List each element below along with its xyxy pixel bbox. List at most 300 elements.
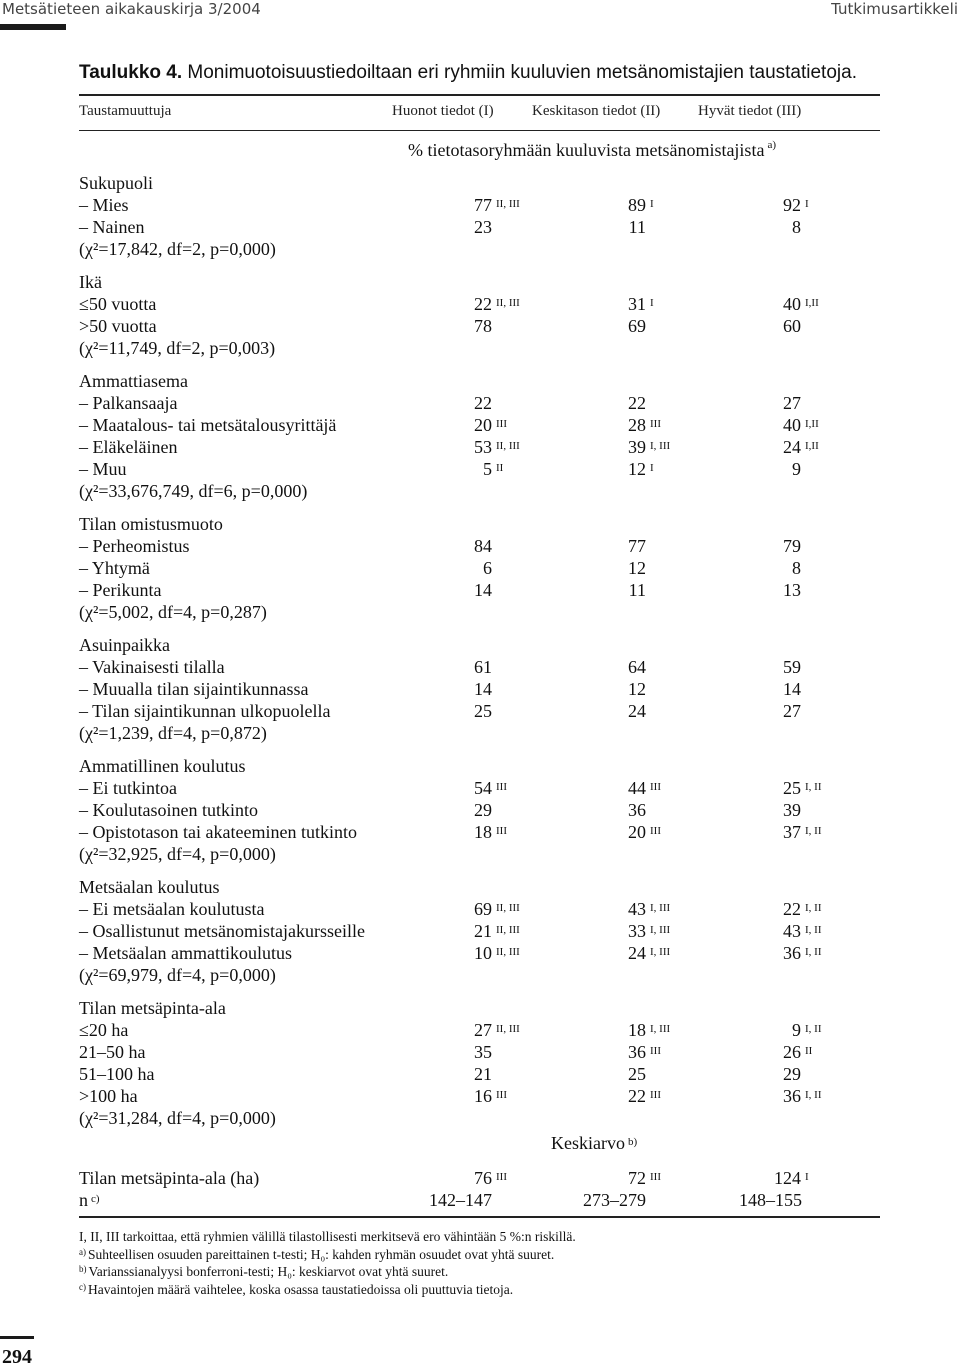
significance-mark: I — [650, 297, 654, 309]
cell-significance — [492, 799, 530, 821]
table-row — [79, 656, 880, 678]
value-cell — [419, 293, 530, 315]
significance-mark: I,II — [805, 440, 819, 452]
value-cell — [579, 535, 684, 557]
value-cell — [739, 458, 839, 480]
row-label — [79, 392, 177, 414]
cell-value: 14 — [474, 679, 492, 699]
row-label-text: (χ²=32,925, df=4, p=0,000) — [79, 844, 276, 864]
row-label-text: – Tilan sijaintikunnan ulkopuolella — [79, 701, 331, 721]
value-cell — [739, 1041, 839, 1063]
row-label-text: (χ²=5,002, df=4, p=0,287) — [79, 602, 267, 622]
table-row — [79, 942, 880, 964]
table-row — [79, 315, 880, 337]
note-line — [79, 1246, 576, 1264]
mean-header — [551, 1132, 637, 1154]
cell-value: 12 — [628, 558, 646, 578]
cell-significance — [801, 656, 839, 678]
table-row — [79, 623, 880, 656]
cell-significance — [646, 656, 684, 678]
cell-significance — [492, 1019, 530, 1041]
row-label — [79, 271, 102, 293]
cell-significance — [646, 458, 684, 480]
row-label — [79, 964, 276, 986]
value-cell — [579, 1167, 684, 1189]
significance-mark: I, III — [650, 946, 671, 958]
cell-value: 12 — [628, 459, 646, 479]
table-row — [79, 260, 880, 293]
significance-mark: III — [650, 825, 661, 837]
row-label — [79, 920, 365, 942]
cell-significance — [492, 1085, 530, 1107]
table-row — [79, 1189, 880, 1211]
row-label-text: Ikä — [79, 272, 102, 292]
cell-significance — [492, 1041, 530, 1063]
cell-value: 40 — [783, 294, 801, 314]
cell-significance — [646, 942, 684, 964]
table-row — [79, 601, 880, 623]
page-bar — [0, 1336, 34, 1339]
row-label — [79, 172, 153, 194]
cell-value: 78 — [474, 316, 492, 336]
cell-significance — [646, 1167, 684, 1189]
cell-significance — [492, 535, 530, 557]
value-cell — [419, 579, 530, 601]
cell-significance — [801, 1063, 839, 1085]
cell-value: 44 — [628, 778, 646, 798]
value-cell — [419, 557, 530, 579]
significance-mark: III — [496, 1089, 507, 1101]
significance-mark: III — [650, 1089, 661, 1101]
significance-mark: I, II — [805, 825, 822, 837]
cell-value: 21 — [474, 1064, 492, 1084]
table-row — [79, 238, 880, 260]
significance-mark: I — [805, 1171, 809, 1183]
value-cell — [579, 436, 684, 458]
table-row — [79, 502, 880, 535]
cell-significance — [646, 436, 684, 458]
row-label — [79, 293, 156, 315]
significance-mark: I, III — [650, 924, 671, 936]
value-cell — [579, 458, 684, 480]
row-label — [79, 898, 264, 920]
significance-mark: I,II — [805, 418, 819, 430]
note-line — [79, 1228, 576, 1246]
table-row — [79, 337, 880, 359]
significance-mark: I, II — [805, 946, 822, 958]
significance-mark: I, III — [650, 1023, 671, 1035]
table-row — [79, 1019, 880, 1041]
value-cell — [579, 579, 684, 601]
table-row — [79, 678, 880, 700]
row-label-text: (χ²=17,842, df=2, p=0,000) — [79, 239, 276, 259]
cell-value: 64 — [628, 657, 646, 677]
row-label — [79, 1063, 155, 1085]
cell-value: 69 — [628, 316, 646, 336]
cell-value: 35 — [474, 1042, 492, 1062]
value-cell — [739, 777, 839, 799]
running-header — [0, 0, 960, 24]
cell-significance — [801, 678, 839, 700]
row-label-text: – Yhtymä — [79, 558, 150, 578]
value-cell — [419, 799, 530, 821]
cell-value: 20 — [628, 822, 646, 842]
row-label-text: Tilan metsäpinta-ala — [79, 998, 226, 1018]
significance-mark: I, II — [805, 1089, 822, 1101]
value-cell — [739, 1063, 839, 1085]
table-row — [79, 392, 880, 414]
value-cell — [419, 458, 530, 480]
cell-significance — [801, 436, 839, 458]
value-cell — [739, 1167, 839, 1189]
cell-significance — [646, 821, 684, 843]
cell-value: 24 — [628, 943, 646, 963]
row-label-text: – Metsäalan ammattikoulutus — [79, 943, 292, 963]
value-cell — [419, 535, 530, 557]
cell-significance — [801, 579, 839, 601]
table-row — [79, 458, 880, 480]
significance-mark: II, III — [496, 902, 520, 914]
cell-value: 43 — [628, 899, 646, 919]
cell-value: 12 — [628, 679, 646, 699]
row-label — [79, 777, 177, 799]
table-row — [79, 414, 880, 436]
significance-mark: III — [650, 1045, 661, 1057]
value-cell — [579, 700, 684, 722]
row-label-text: Metsäalan koulutus — [79, 877, 220, 897]
cell-value: 72 — [628, 1168, 646, 1188]
cell-significance — [646, 1041, 684, 1063]
value-cell — [739, 942, 839, 964]
table-row — [79, 1107, 880, 1129]
value-cell — [579, 1189, 684, 1211]
value-cell — [739, 216, 839, 238]
cell-significance — [801, 898, 839, 920]
cell-significance — [801, 777, 839, 799]
cell-value: 11 — [628, 580, 646, 600]
row-label — [79, 535, 190, 557]
top-rule — [79, 94, 880, 96]
caption-text: Monimuotoisuustiedoiltaan eri ryhmiin kuuluvien metsänomistajien taustatietoja. — [182, 62, 857, 83]
value-cell — [579, 777, 684, 799]
cell-significance — [492, 942, 530, 964]
cell-value: 84 — [474, 536, 492, 556]
cell-value: 31 — [628, 294, 646, 314]
note-text: Varianssianalyysi bonferroni-testi; H₀: keskiarvot ovat yhtä suuret. — [88, 1264, 449, 1279]
cell-value: 43 — [783, 921, 801, 941]
cell-value: 33 — [628, 921, 646, 941]
cell-significance — [801, 1167, 839, 1189]
cell-significance — [492, 579, 530, 601]
row-label-text: >100 ha — [79, 1086, 138, 1106]
significance-mark: III — [496, 418, 507, 430]
value-cell — [419, 1063, 530, 1085]
value-cell — [739, 557, 839, 579]
table-row — [79, 799, 880, 821]
value-cell — [579, 898, 684, 920]
significance-mark: II, III — [496, 1023, 520, 1035]
cell-value: 142–147 — [429, 1190, 492, 1210]
cell-value: 22 — [628, 1086, 646, 1106]
cell-significance — [492, 458, 530, 480]
cell-value: 25 — [474, 701, 492, 721]
cell-significance — [492, 414, 530, 436]
significance-mark: I, II — [805, 924, 822, 936]
significance-mark: II — [496, 462, 504, 474]
cell-value: 9 — [792, 459, 801, 479]
value-cell — [419, 1085, 530, 1107]
cell-significance — [646, 1189, 684, 1211]
column-header-medium: Keskitason tiedot (II) — [532, 103, 661, 119]
header-rule — [79, 130, 880, 131]
table-row — [79, 843, 880, 865]
cell-value: 24 — [628, 701, 646, 721]
significance-mark: III — [650, 1171, 661, 1183]
cell-significance — [801, 392, 839, 414]
row-label-text: – Perheomistus — [79, 536, 190, 556]
row-label-text: 51–100 ha — [79, 1064, 155, 1084]
significance-mark: III — [650, 418, 661, 430]
cell-value: 11 — [628, 217, 646, 237]
table-row — [79, 777, 880, 799]
mean-section — [79, 1132, 880, 1210]
row-label — [79, 337, 275, 359]
significance-mark: II, III — [496, 440, 520, 452]
value-cell — [739, 1019, 839, 1041]
cell-value: 29 — [474, 800, 492, 820]
row-label-text: – Opistotason tai akateeminen tutkinto — [79, 822, 357, 842]
cell-significance — [646, 1019, 684, 1041]
cell-value: 92 — [783, 195, 801, 215]
value-cell — [419, 942, 530, 964]
row-label — [79, 370, 188, 392]
row-label-text: ≤20 ha — [79, 1020, 129, 1040]
value-cell — [419, 1019, 530, 1041]
row-label-text: – Koulutasoinen tutkinto — [79, 800, 258, 820]
cell-significance — [492, 392, 530, 414]
cell-value: 59 — [783, 657, 801, 677]
cell-value: 8 — [792, 558, 801, 578]
table-row — [79, 821, 880, 843]
cell-value: 20 — [474, 415, 492, 435]
cell-significance — [801, 535, 839, 557]
row-label-text: Sukupuoli — [79, 173, 154, 193]
cell-value: 5 — [483, 459, 492, 479]
cell-value: 28 — [628, 415, 646, 435]
row-label-text: (χ²=1,239, df=4, p=0,872) — [79, 723, 267, 743]
note-mark: c) — [79, 1281, 86, 1292]
cell-significance — [492, 557, 530, 579]
cell-significance — [492, 821, 530, 843]
cell-significance — [802, 1189, 840, 1211]
cell-value: 148–155 — [739, 1190, 802, 1210]
significance-mark: I, III — [650, 440, 671, 452]
table-row — [79, 359, 880, 392]
row-label — [79, 700, 331, 722]
value-cell — [579, 942, 684, 964]
significance-mark: I, III — [650, 902, 671, 914]
column-header-poor: Huonot tiedot (I) — [392, 103, 494, 119]
cell-significance — [646, 293, 684, 315]
cell-value: 27 — [783, 701, 801, 721]
value-cell — [579, 920, 684, 942]
value-cell — [579, 1085, 684, 1107]
row-label — [79, 722, 267, 744]
value-cell — [579, 414, 684, 436]
row-label — [79, 821, 357, 843]
table-row — [79, 1063, 880, 1085]
row-label-text: Ammattiasema — [79, 371, 188, 391]
row-label — [79, 634, 170, 656]
cell-significance — [646, 678, 684, 700]
row-label-text: – Maatalous- tai metsätalousyrittäjä — [79, 415, 337, 435]
value-cell — [419, 700, 530, 722]
cell-significance — [801, 458, 839, 480]
note-text: Havaintojen määrä vaihtelee, koska osassa taustatiedoissa oli puuttuvia tietoja. — [88, 1281, 514, 1297]
value-cell — [579, 799, 684, 821]
cell-significance — [801, 293, 839, 315]
cell-significance — [492, 898, 530, 920]
cell-significance — [646, 1085, 684, 1107]
table-row — [79, 865, 880, 898]
cell-significance — [801, 799, 839, 821]
row-label-text: – Osallistunut metsänomistajakursseille — [79, 921, 365, 941]
row-label-text: – Eläkeläinen — [79, 437, 178, 457]
cell-value: 22 — [474, 393, 492, 413]
row-label — [79, 1085, 138, 1107]
cell-significance — [492, 194, 530, 216]
row-label-text: – Ei tutkintoa — [79, 778, 177, 798]
cell-significance — [646, 700, 684, 722]
table-row — [79, 436, 880, 458]
cell-value: 37 — [783, 822, 801, 842]
row-label-text: Asuinpaikka — [79, 635, 170, 655]
value-cell — [419, 1189, 530, 1211]
significance-mark: III — [496, 1171, 507, 1183]
row-label — [79, 216, 144, 238]
cell-significance — [801, 414, 839, 436]
cell-value: 60 — [783, 316, 801, 336]
cell-value: 54 — [474, 778, 492, 798]
cell-value: 77 — [474, 195, 492, 215]
table-row — [79, 293, 880, 315]
cell-value: 69 — [474, 899, 492, 919]
value-cell — [579, 392, 684, 414]
cell-significance — [492, 920, 530, 942]
table-row — [79, 216, 880, 238]
cell-value: 29 — [783, 1064, 801, 1084]
significance-mark: III — [496, 825, 507, 837]
row-label-text: – Ei metsäalan koulutusta — [79, 899, 265, 919]
section-label: Tutkimusartikkeli — [831, 0, 958, 18]
row-label-text: (χ²=11,749, df=2, p=0,003) — [79, 338, 276, 358]
cell-value: 79 — [783, 536, 801, 556]
table-row — [79, 700, 880, 722]
significance-mark: II, III — [496, 924, 520, 936]
cell-significance — [492, 216, 530, 238]
table-row — [79, 480, 880, 502]
cell-significance — [801, 920, 839, 942]
table-row — [79, 557, 880, 579]
value-cell — [419, 392, 530, 414]
cell-significance — [646, 1063, 684, 1085]
value-cell — [579, 293, 684, 315]
cell-value: 6 — [483, 558, 492, 578]
note-text: Suhteellisen osuuden pareittainen t-testi; H₀: kahden ryhmän osuudet ovat yhtä suuret. — [88, 1246, 555, 1262]
cell-value: 27 — [783, 393, 801, 413]
row-label-text: Ammatillinen koulutus — [79, 756, 246, 776]
table-row — [79, 986, 880, 1019]
row-label-text: – Muualla tilan sijaintikunnassa — [79, 679, 309, 699]
row-label — [79, 755, 246, 777]
significance-mark: II, III — [496, 297, 520, 309]
significance-mark: II, III — [496, 198, 520, 210]
cell-significance — [801, 1019, 839, 1041]
cell-value: 21 — [474, 921, 492, 941]
cell-significance — [492, 777, 530, 799]
row-label — [79, 601, 267, 623]
cell-significance — [646, 799, 684, 821]
cell-value: 25 — [783, 778, 801, 798]
cell-value: 77 — [628, 536, 646, 556]
note-text: I, II, III tarkoittaa, että ryhmien välillä tilastollisesti merkitsevä ero vähintään 5 %:n riskillä. — [79, 1229, 576, 1244]
percent-subheader — [408, 140, 776, 161]
cell-value: 27 — [474, 1020, 492, 1040]
note-line — [79, 1281, 576, 1299]
subheader-text: % tietotasoryhmään kuuluvista metsänomistajista — [408, 140, 765, 160]
cell-significance — [492, 293, 530, 315]
cell-value: 9 — [792, 1020, 801, 1040]
cell-value: 25 — [628, 1064, 646, 1084]
cell-value: 61 — [474, 657, 492, 677]
cell-significance — [646, 777, 684, 799]
cell-significance — [801, 194, 839, 216]
subheader-note: a) — [767, 139, 776, 151]
row-label — [79, 480, 307, 502]
cell-significance — [492, 315, 530, 337]
header-bar — [0, 24, 66, 30]
value-cell — [579, 1041, 684, 1063]
row-label-text: – Muu — [79, 459, 127, 479]
mean-rows — [79, 1167, 880, 1211]
page-number: 294 — [2, 1346, 32, 1368]
table-row — [79, 722, 880, 744]
cell-value: 26 — [783, 1042, 801, 1062]
table-row — [79, 535, 880, 557]
table-row — [79, 920, 880, 942]
significance-mark: I, II — [805, 781, 822, 793]
row-label — [79, 557, 150, 579]
value-cell — [419, 920, 530, 942]
significance-mark: I — [805, 198, 809, 210]
value-cell — [739, 1085, 839, 1107]
cell-significance — [492, 1063, 530, 1085]
cell-significance — [646, 579, 684, 601]
row-label — [79, 194, 129, 216]
table-row — [79, 172, 880, 194]
cell-significance — [801, 557, 839, 579]
cell-significance — [492, 436, 530, 458]
significance-mark: III — [496, 781, 507, 793]
value-cell — [579, 216, 684, 238]
row-label — [79, 414, 336, 436]
row-label-text: – Mies — [79, 195, 129, 215]
row-label — [79, 843, 276, 865]
row-label — [79, 1041, 146, 1063]
cell-value: 40 — [783, 415, 801, 435]
value-cell — [419, 216, 530, 238]
value-cell — [739, 656, 839, 678]
